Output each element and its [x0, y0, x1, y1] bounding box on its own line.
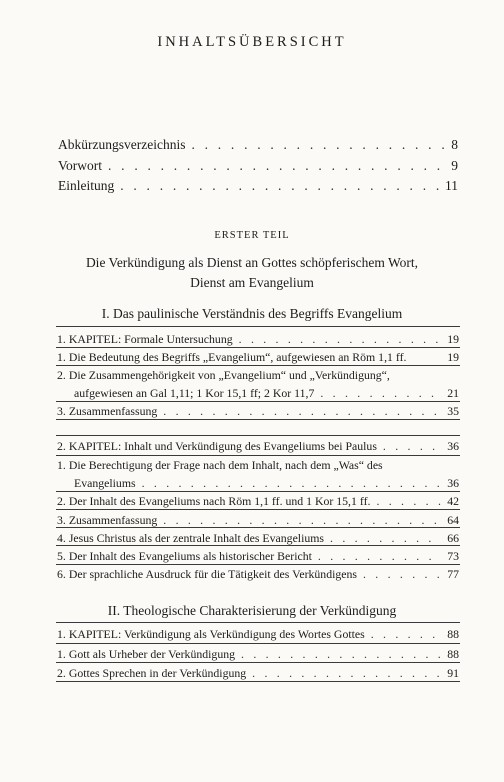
toc-entry-zusammenfassung[interactable] — [57, 404, 459, 419]
entry-rule — [56, 491, 460, 492]
toc-entry-number: 2. — [57, 368, 66, 382]
toc-entry-label: Zusammenfassung — [68, 513, 158, 527]
toc-entry-label: Zusammenfassung — [68, 404, 158, 418]
toc-entry-jesus-christus[interactable] — [57, 531, 459, 546]
toc-entry-label: Die Zusammengehörigkeit von „Evangelium“ und „Verkündigung“, — [68, 368, 390, 382]
toc-entry-sprachlicher-ausdruck[interactable] — [57, 567, 459, 582]
leader-dots — [108, 158, 445, 174]
toc-entry-label: Der sprachliche Ausdruck für die Tätigkeit des Verkündigens — [68, 567, 357, 581]
leader-dots — [163, 513, 441, 528]
leader-dots — [363, 567, 441, 582]
entry-rule — [56, 681, 460, 682]
toc-entry-label: Jesus Christus als der zentrale Inhalt des Evangeliums — [68, 531, 325, 545]
entry-rule — [56, 455, 460, 456]
toc-page-number: 21 — [447, 386, 459, 400]
toc-entry-label: KAPITEL: Verkündigung als Verkündigung des Wortes Gottes — [68, 627, 365, 641]
part-title-line-2: Dienst am Evangelium — [190, 275, 314, 290]
leader-dots — [320, 386, 441, 401]
toc-entry-historischer-bericht[interactable] — [57, 549, 459, 564]
toc-entry-number: 3. — [57, 513, 66, 527]
entry-rule — [56, 401, 460, 402]
toc-page-number: 64 — [447, 513, 459, 527]
section-title-1: I. Das paulinische Verständnis des Begriffs Evangelium — [101, 306, 403, 321]
toc-entry-gottes-sprechen[interactable] — [57, 666, 459, 681]
leader-dots — [120, 178, 439, 194]
toc-page-number: 88 — [447, 647, 459, 661]
toc-entry-number: 1. — [57, 350, 66, 364]
toc-entry-label: Gott als Urheber der Verkündigung — [68, 647, 236, 661]
toc-page-number: 19 — [447, 332, 459, 346]
entry-rule — [56, 564, 460, 565]
toc-entry-continuation[interactable] — [74, 476, 459, 491]
toc-entry-gott-als-urheber[interactable] — [57, 647, 459, 662]
leader-dots — [371, 627, 441, 642]
toc-page-number: 42 — [447, 494, 459, 508]
leader-dots — [241, 647, 441, 662]
toc-entry-berechtigung[interactable] — [57, 458, 383, 473]
toc-entry-label: Vorwort — [58, 158, 103, 173]
toc-entry-label-cont: aufgewiesen an Gal 1,11; 1 Kor 15,1 ff; 2 Kor 11,7 — [74, 386, 315, 400]
toc-entry-number: 4. — [57, 531, 66, 545]
toc-page-number: 88 — [447, 627, 459, 641]
toc-page-number: 66 — [447, 531, 459, 545]
leader-dots — [376, 494, 441, 509]
section-title-2: II. Theologische Charakterisierung der Verkündigung — [107, 603, 397, 618]
section-rule — [56, 326, 460, 327]
toc-entry-einleitung[interactable] — [58, 178, 458, 194]
toc-entry-vorwort[interactable] — [58, 158, 458, 174]
leader-dots — [163, 404, 441, 419]
toc-entry-number: 2. — [57, 439, 66, 453]
section-rule — [56, 622, 460, 623]
toc-entry-kapitel-1[interactable] — [57, 332, 459, 347]
toc-entry-number: 1. — [57, 458, 66, 472]
entry-rule — [56, 527, 460, 528]
entry-rule — [56, 435, 460, 436]
toc-entry-label: Der Inhalt des Evangeliums als historischer Bericht — [68, 549, 312, 563]
toc-page-number: 11 — [445, 178, 458, 193]
entry-rule — [56, 347, 460, 348]
toc-entry-label: KAPITEL: Formale Untersuchung — [68, 332, 233, 346]
page-title: INHALTSÜBERSICHT — [157, 34, 347, 50]
leader-dots — [252, 666, 441, 681]
part-label: ERSTER TEIL — [214, 230, 290, 241]
entry-rule — [56, 365, 460, 366]
toc-page-number: 36 — [447, 476, 459, 490]
leader-dots — [239, 332, 442, 347]
toc-entry-label: Einleitung — [58, 178, 115, 193]
toc-page-number: 8 — [451, 137, 458, 152]
toc-page-number: 36 — [447, 439, 459, 453]
entry-rule — [56, 545, 460, 546]
toc-entry-number: 1. — [57, 627, 66, 641]
entry-rule — [56, 662, 460, 663]
leader-dots — [318, 549, 441, 564]
toc-entry-kapitel-2[interactable] — [57, 439, 459, 454]
toc-entry-number: 1. — [57, 647, 66, 661]
toc-entry-number: 3. — [57, 404, 66, 418]
leader-dots — [191, 137, 445, 153]
toc-entry-label: Abkürzungsverzeichnis — [58, 137, 186, 152]
entry-rule — [56, 419, 460, 420]
toc-page-number: 77 — [447, 567, 459, 581]
toc-entry-number: 1. — [57, 332, 66, 346]
leader-dots — [383, 439, 441, 454]
toc-entry-label: KAPITEL: Inhalt und Verkündigung des Evangeliums bei Paulus — [68, 439, 377, 453]
toc-page-number: 73 — [447, 549, 459, 563]
toc-entry-label: Die Berechtigung der Frage nach dem Inhalt, nach dem „Was“ des — [68, 458, 383, 472]
entry-rule — [56, 643, 460, 644]
toc-entry-number: 2. — [57, 666, 66, 680]
leader-dots — [330, 531, 441, 546]
toc-entry-bedeutung[interactable] — [57, 350, 459, 365]
toc-page-number: 35 — [447, 404, 459, 418]
toc-entry-number: 2. — [57, 494, 66, 508]
toc-entry-abkuerzungsverzeichnis[interactable] — [58, 137, 458, 153]
toc-page-number: 9 — [451, 158, 458, 173]
entry-rule — [56, 509, 460, 510]
toc-entry-kapitel-1-teil-2[interactable] — [57, 627, 459, 642]
leader-dots — [142, 476, 442, 491]
toc-entry-number: 6. — [57, 567, 66, 581]
toc-page-number: 19 — [447, 350, 459, 364]
toc-entry-zusammenfassung-2[interactable] — [57, 513, 459, 528]
toc-entry-label: Die Bedeutung des Begriffs „Evangelium“, aufgewiesen an Röm 1,1 ff. — [68, 350, 407, 364]
toc-entry-label: Gottes Sprechen in der Verkündigung — [68, 666, 247, 680]
part-title-line-1: Die Verkündigung als Dienst an Gottes schöpferischem Wort, — [85, 255, 419, 270]
toc-entry-label-cont: Evangeliums — [74, 476, 136, 490]
toc-page-number: 91 — [447, 666, 459, 680]
toc-entry-zusammengehoerigkeit[interactable] — [57, 368, 390, 383]
toc-entry-continuation[interactable] — [74, 386, 459, 401]
toc-entry-label: Der Inhalt des Evangeliums nach Röm 1,1 ff. und 1 Kor 15,1 ff. — [68, 494, 371, 508]
toc-entry-number: 5. — [57, 549, 66, 563]
toc-entry-inhalt-roem[interactable] — [57, 494, 459, 509]
